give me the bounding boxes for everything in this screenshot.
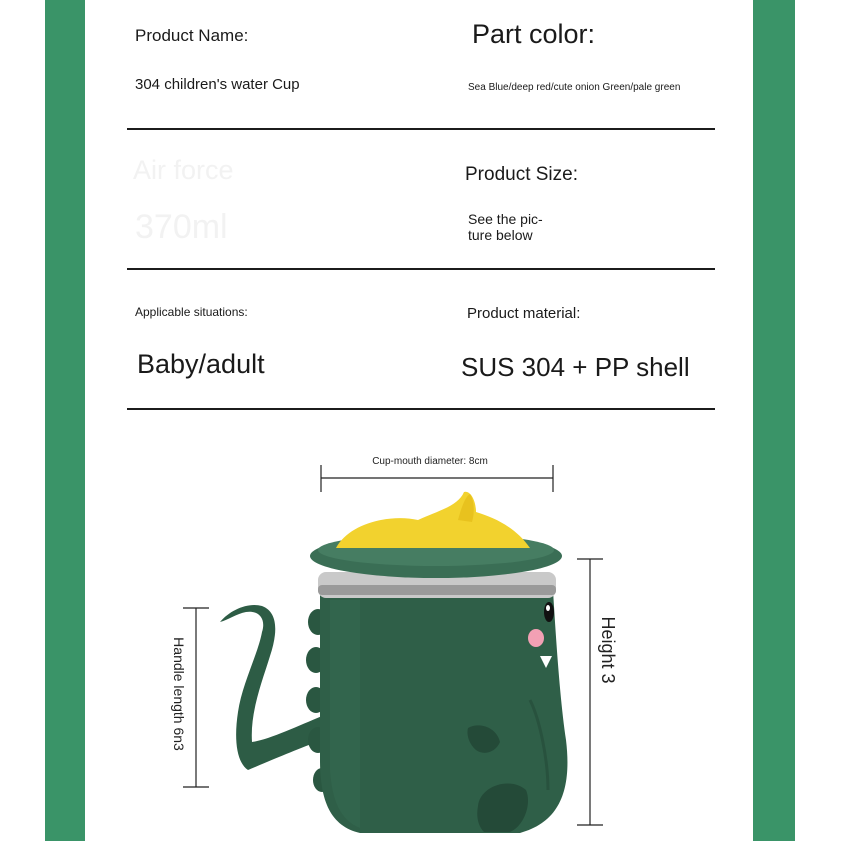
material-value: SUS 304 + PP shell (461, 352, 690, 382)
cup-cheek (528, 629, 544, 647)
left-green-band (45, 0, 85, 841)
capacity-label: Air force (133, 155, 234, 185)
product-size-label: Product Size: (465, 164, 578, 185)
cup-lid-yellow (336, 492, 530, 548)
height-label: Height 3 (598, 616, 618, 684)
divider-2 (127, 268, 715, 270)
part-color-value: Sea Blue/deep red/cute onion Green/pale green (468, 82, 681, 93)
handle-length-dimension (171, 608, 209, 787)
capacity-value: 370ml (135, 208, 228, 246)
divider-1 (127, 128, 715, 130)
divider-3 (127, 408, 715, 410)
mouth-diameter-label: Cup-mouth diameter: 8cm (372, 456, 488, 467)
product-name-value: 304 children's water Cup (135, 76, 300, 93)
mouth-diameter-dimension (321, 456, 553, 492)
cup-diagram (150, 440, 650, 841)
height-dimension (577, 559, 618, 825)
handle-length-label: Handle length 6n3 (171, 637, 187, 751)
material-label: Product material: (467, 305, 581, 322)
cup-handle (220, 605, 322, 770)
product-size-value-line1: See the pic- (468, 211, 543, 227)
cup-eye (544, 602, 554, 622)
applicable-label: Applicable situations: (135, 305, 248, 319)
applicable-value: Baby/adult (137, 349, 265, 379)
right-green-band (753, 0, 795, 841)
part-color-label: Part color: (472, 19, 596, 49)
product-size-value-line2: ture below (468, 227, 533, 243)
product-name-label: Product Name: (135, 26, 249, 45)
